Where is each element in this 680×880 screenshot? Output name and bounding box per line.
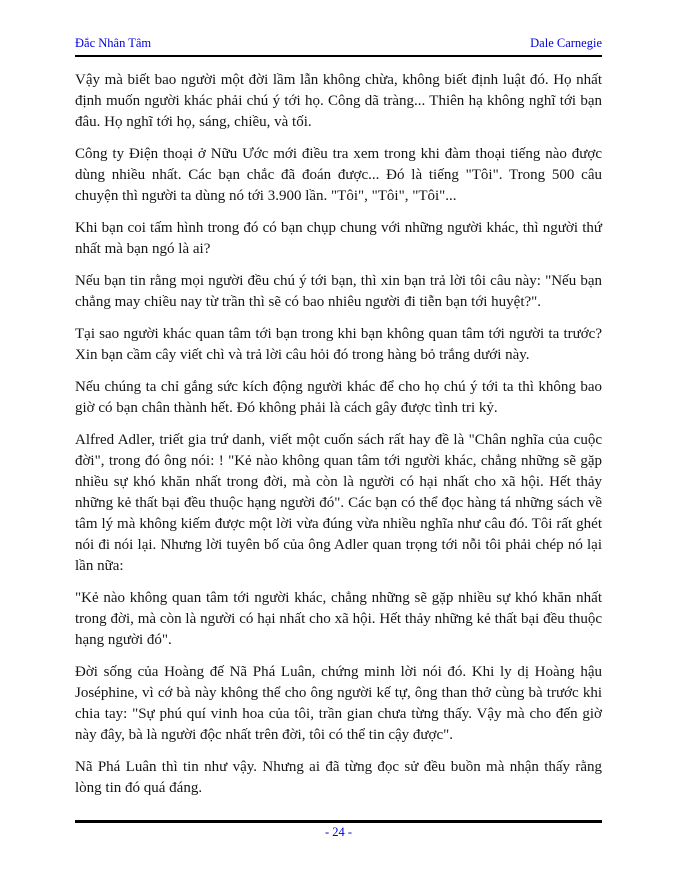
page-number: - 24 - — [324, 825, 353, 839]
page-body — [75, 70, 602, 810]
header-author-name: Dale Carnegie — [530, 36, 602, 50]
paragraph: Công ty Điện thoại ở Nữu Ước mới điều tra xem trong khi đàm thoại tiếng nào được dùng nhiều nhất. Các bạn chắc đã đoán được... Đó là tiếng "Tôi". Trong 500 câu chuyện thì người ta dùng nó tới 3.900 lần. "Tôi", "Tôi", "Tôi"... — [75, 146, 602, 204]
paragraph: Tại sao người khác quan tâm tới bạn trong khi bạn không quan tâm tới người ta trước? Xin bạn cầm cây viết chì và trả lời câu hỏi đó trong hàng bỏ trắng dưới này. — [75, 326, 602, 363]
paragraph: "Kẻ nào không quan tâm tới người khác, chẳng những sẽ gặp nhiều sự khó khăn nhất trong đời, mà còn là người có hại nhất cho xã hội. Hết thảy những kẻ thất bại đều thuộc hạng người đó". — [75, 590, 602, 648]
paragraph: Alfred Adler, triết gia trứ danh, viết một cuốn sách rất hay đề là "Chân nghĩa của cuộc đời", trong đó ông nói: ! "Kẻ nào không quan tâm tới người khác, chẳng những sẽ gặp nhiều sự khó khăn nhất trong đời, mà còn là người có hại nhất cho xã hội. Hết thảy những kẻ thất bại đều thuộc hạng người đó". Các bạn có thể đọc hàng tá những sách về tâm lý mà không kiếm được một lời vừa đúng vừa nhiều nghĩa như câu đó. Tôi rất ghét nói đi nói lại. Nhưng lời tuyên bố của ông Adler quan trọng tới nỗi tôi phải chép nó lại lần nữa: — [75, 432, 602, 574]
page-footer — [75, 820, 602, 841]
page-header — [75, 36, 602, 57]
paragraph: Nếu bạn tin rằng mọi người đều chú ý tới bạn, thì xin bạn trả lời tôi câu này: "Nếu bạn chẳng may chiều nay từ trần thì sẽ có bao nhiêu người đi tiễn bạn tới huyệt?". — [75, 273, 602, 310]
header-book-title: Đắc Nhân Tâm — [75, 36, 152, 50]
paragraph: Nã Phá Luân thì tin như vậy. Nhưng ai đã từng đọc sử đều buồn mà nhận thấy rằng lòng tin đó quá đáng. — [75, 759, 602, 796]
paragraph: Khi bạn coi tấm hình trong đó có bạn chụp chung với những người khác, thì người thứ nhất mà bạn ngó là ai? — [75, 220, 602, 257]
paragraph: Vậy mà biết bao người một đời lầm lẫn không chừa, không biết định luật đó. Họ nhất định muốn người khác phải chú ý tới họ. Công dã tràng... Thiên hạ không nghĩ tới bạn đâu. Họ nghĩ tới họ, sáng, chiều, và tối. — [75, 72, 602, 130]
paragraph: Đời sống của Hoàng đế Nã Phá Luân, chứng minh lời nói đó. Khi ly dị Hoàng hậu Joséphine, vì cớ bà này không thể cho ông người kế tự, ông than thở cùng bà trước khi chia tay: "Sự phú quí vinh hoa của tôi, trần gian chưa từng thấy. Vậy mà cho đến giờ này đây, bà là người độc nhất trên đời, tôi có thể tin cậy được". — [75, 664, 602, 743]
paragraph: Nếu chúng ta chỉ gắng sức kích động người khác để cho họ chú ý tới ta thì không bao giờ có bạn chân thành hết. Đó không phải là cách gây được tình tri kỷ. — [75, 379, 602, 416]
